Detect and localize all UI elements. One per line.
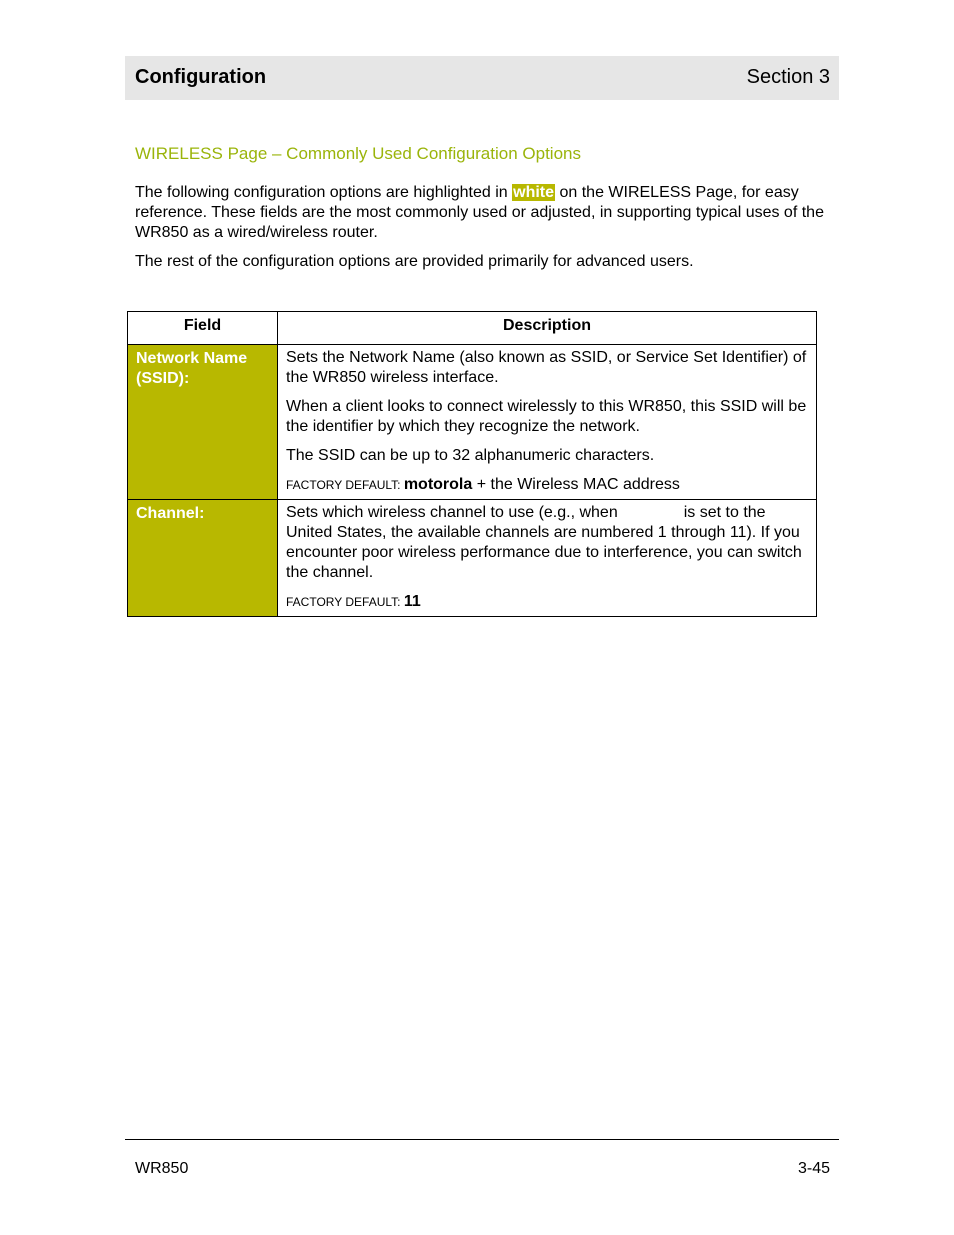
intro-text-end: on the WIRELESS Page, for easy reference. These fields are the most commonly used or adjusted, in supporting typical uses of the WR850 as a wired/wireless router. — [135, 184, 824, 241]
footer-divider — [125, 1139, 839, 1140]
column-header-field: Field — [128, 312, 278, 345]
factory-default — [286, 592, 808, 612]
table-row — [128, 345, 817, 500]
footer-product: WR850 — [135, 1160, 189, 1177]
section-label: Section 3 — [746, 66, 830, 88]
factory-default-value: 11 — [403, 593, 421, 610]
factory-default — [286, 475, 808, 495]
intro-text-start: The following configuration options are highlighted in — [135, 184, 513, 201]
description-text: When a client looks to connect wirelessly to this WR850, this SSID will be the identifier by which they recognize the network. — [286, 398, 807, 435]
field-network-name: Network Name (SSID): — [128, 345, 278, 500]
channel-text-start: Sets which wireless channel to use (e.g., when — [286, 504, 618, 521]
section-heading: WIRELESS Page – Commonly Used Configuration Options — [135, 144, 581, 163]
footer-page-number: 3-45 — [797, 1160, 830, 1177]
chapter-title: Configuration — [135, 66, 267, 88]
description-text: The SSID can be up to 32 alphanumeric characters. — [286, 447, 655, 464]
table-header-row — [128, 312, 817, 345]
description-network-name — [278, 345, 817, 500]
factory-default-suffix: + the Wireless MAC address — [472, 476, 680, 493]
description-channel — [278, 500, 817, 617]
factory-default-value: motorola — [403, 476, 473, 493]
column-header-description: Description — [278, 312, 817, 345]
config-table — [127, 311, 817, 617]
highlight-sample: white — [513, 184, 555, 201]
description-text — [286, 503, 808, 583]
channel-text-end: is set to the United States, the available channels are numbered 1 through 11). If you encounter poor wireless performance due to interference, you can switch the channel. — [286, 504, 802, 581]
factory-default-label: FACTORY DEFAULT: — [286, 478, 404, 492]
description-text: Sets the Network Name (also known as SSID, or Service Set Identifier) of the WR850 wireless interface. — [286, 349, 807, 386]
intro-paragraph — [135, 183, 835, 243]
advanced-note: The rest of the configuration options are provided primarily for advanced users. — [135, 253, 694, 270]
page-header — [125, 56, 839, 100]
field-channel: Channel: — [128, 500, 278, 617]
factory-default-label: FACTORY DEFAULT: — [286, 595, 404, 609]
table-row — [128, 500, 817, 617]
